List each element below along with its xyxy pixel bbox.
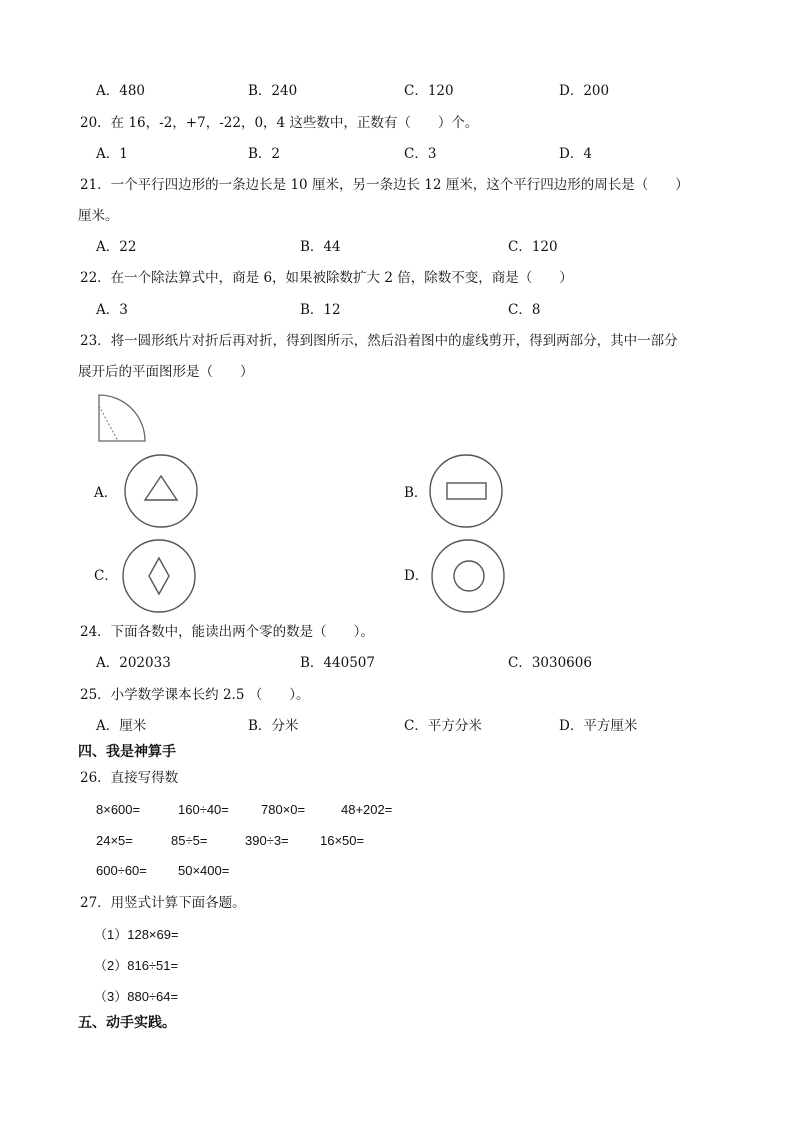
q21-question-line2: 厘米。 [78,208,119,224]
q25-option-c[interactable]: C．平方分米 [404,718,482,734]
q23-question-line1: 23．将一圆形纸片对折后再对折，得到图所示，然后沿着图中的虚线剪开，得到两部分，其中一部分 [80,333,678,349]
section-four-title: 四、我是神算手 [78,744,176,760]
q26-question: 26．直接写得数 [80,770,179,786]
q22-option-b[interactable]: B．12 [300,302,341,318]
q24-option-a[interactable]: A．202033 [96,655,171,671]
q23-option-d-figure[interactable] [430,538,508,616]
q27-question: 27．用竖式计算下面各题。 [80,895,246,911]
vertical-calc-item: （2）816÷51= [94,958,179,973]
calc-item: 8×600= [96,802,141,817]
q21-question-line1: 21．一个平行四边形的一条边长是 10 厘米，另一条边长 12 厘米，这个平行四边形的周长是（ ） [80,177,689,193]
q23-option-a-label[interactable]: A． [94,485,118,501]
folded-paper-figure [96,392,150,444]
vertical-calc-item: （3）880÷64= [94,989,179,1004]
calc-item: 160÷40= [178,802,229,817]
q19-option-c[interactable]: C．120 [404,83,454,99]
q19-option-d[interactable]: D．200 [559,83,610,99]
q23-option-b-label[interactable]: B． [404,485,428,501]
calc-item: 16×50= [320,833,365,848]
q23-option-c-label[interactable]: C． [94,568,118,584]
q20-option-d[interactable]: D．4 [559,146,592,162]
q24-question: 24．下面各数中，能读出两个零的数是（ ）。 [80,624,374,640]
q21-option-c[interactable]: C．120 [508,239,558,255]
q23-option-a-figure[interactable] [123,452,201,530]
q19-option-a[interactable]: A．480 [96,83,146,99]
calc-item: 780×0= [261,802,306,817]
q19-option-b[interactable]: B．240 [248,83,298,99]
q25-option-a[interactable]: A．厘米 [96,718,147,734]
q25-option-d[interactable]: D．平方厘米 [559,718,638,734]
q21-option-b[interactable]: B．44 [300,239,341,255]
q24-option-b[interactable]: B．440507 [300,655,375,671]
calc-item: 50×400= [178,863,230,878]
calc-item: 600÷60= [96,863,147,878]
section-five-title: 五、动手实践。 [78,1015,176,1031]
q24-option-c[interactable]: C．3030606 [508,655,592,671]
q23-question-line2: 展开后的平面图形是（ ） [78,364,254,380]
q23-option-d-label[interactable]: D． [404,568,429,584]
q25-question: 25．小学数学课本长约 2.5 （ ）。 [80,687,310,703]
calc-item: 24×5= [96,833,133,848]
q20-option-a[interactable]: A．1 [96,146,128,162]
q22-question: 22．在一个除法算式中，商是 6，如果被除数扩大 2 倍，除数不变，商是（ ） [80,270,573,286]
rectangle-shape [447,483,486,499]
rhombus-shape [149,558,169,594]
q23-option-b-figure[interactable] [428,452,506,530]
calc-item: 85÷5= [171,833,208,848]
triangle-shape [145,476,177,500]
q20-option-c[interactable]: C．3 [404,146,437,162]
q25-option-b[interactable]: B．分米 [248,718,299,734]
q21-option-a[interactable]: A．22 [96,239,137,255]
q22-option-c[interactable]: C．8 [508,302,541,318]
q20-question: 20．在 16，-2，+7，-22，0，4 这些数中，正数有（ ）个。 [80,115,479,131]
q20-option-b[interactable]: B．2 [248,146,281,162]
inner-circle-shape [454,561,484,591]
calc-item: 390÷3= [245,833,289,848]
q23-option-c-figure[interactable] [121,538,199,616]
calc-item: 48+202= [341,802,393,817]
vertical-calc-item: （1）128×69= [94,927,179,942]
q22-option-a[interactable]: A．3 [96,302,128,318]
